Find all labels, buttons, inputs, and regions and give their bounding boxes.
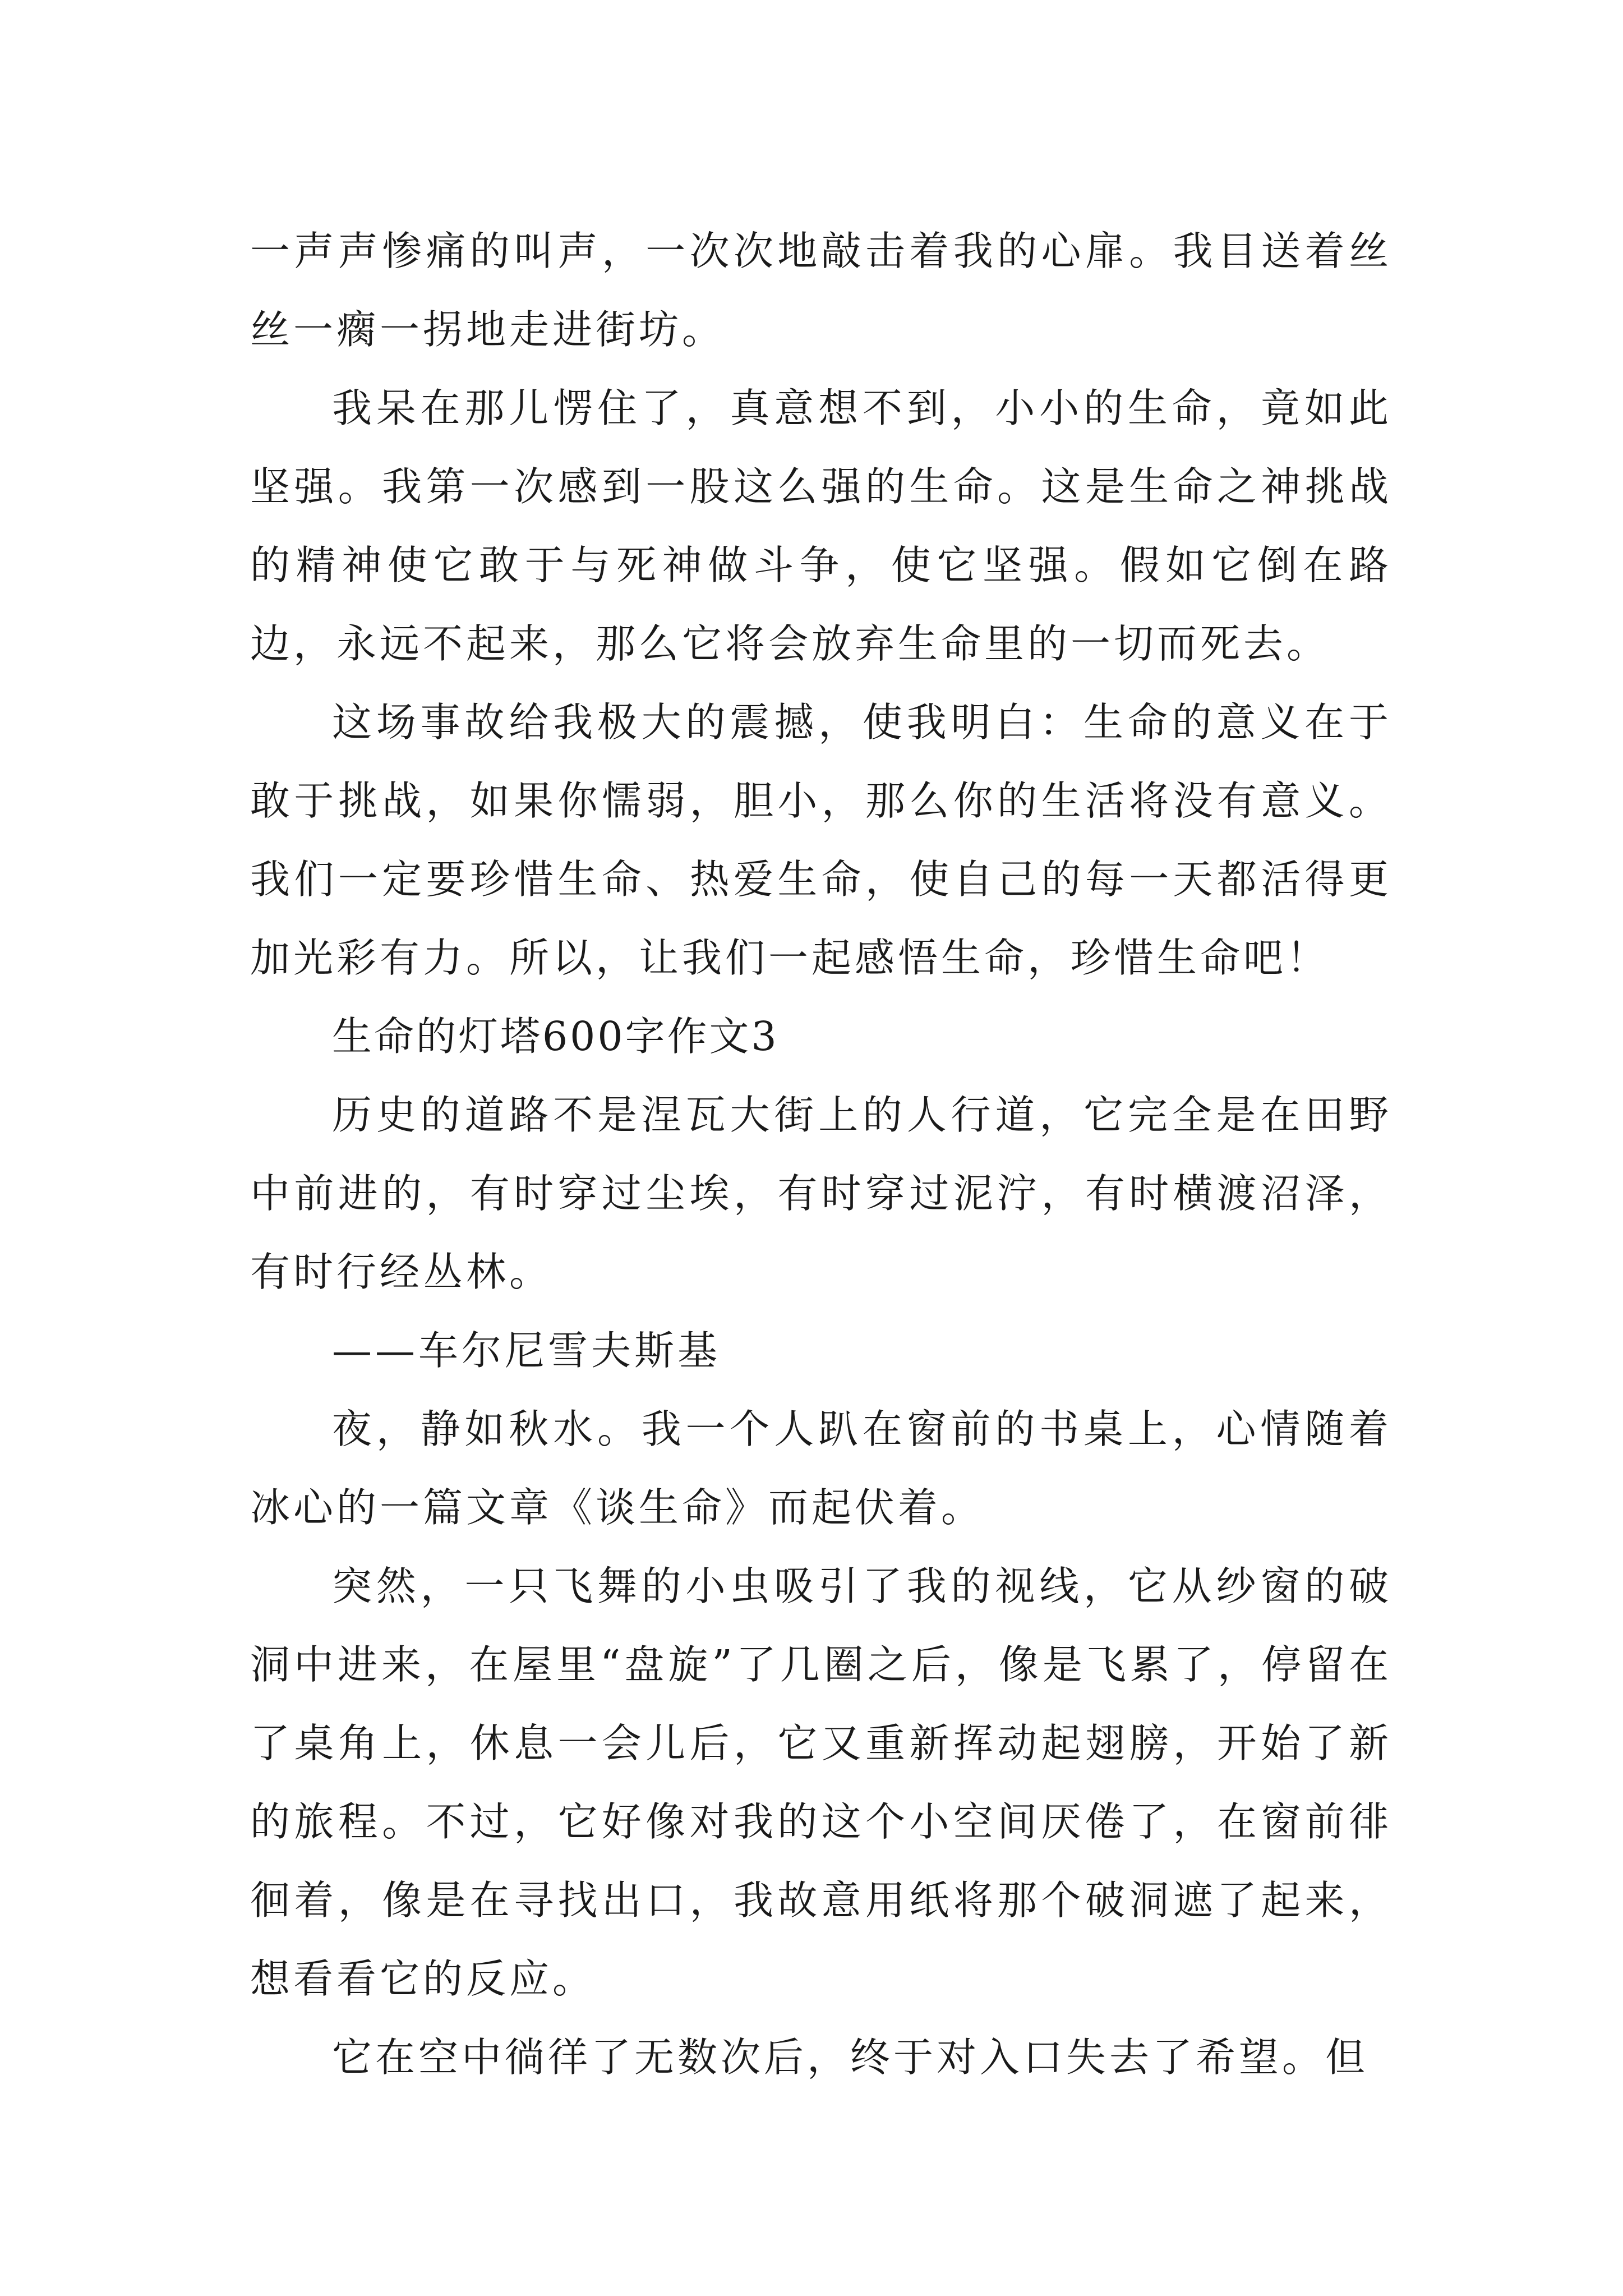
body-text	[250, 212, 1392, 2097]
section-heading: 生命的灯塔600字作文3	[332, 1013, 779, 1060]
paragraph: 我呆在那儿愣住了，真意想不到，小小的生命，竟如此坚强。我第一次感到一股这么强的生命。这是生命之神挑战的精神使它敢于与死神做斗争，使它坚强。假如它倒在路边，永远不起来，那么它将会放弃生命里的一切而死去。	[250, 385, 1392, 667]
paragraph: 这场事故给我极大的震撼，使我明白：生命的意义在于敢于挑战，如果你懦弱，胆小，那么你的生活将没有意义。我们一定要珍惜生命、热爱生命，使自己的每一天都活得更加光彩有力。所以，让我们一起感悟生命，珍惜生命吧！	[250, 699, 1392, 981]
epigraph-attribution: ——车尔尼雪夫斯基	[332, 1327, 721, 1374]
paragraph: 突然，一只飞舞的小虫吸引了我的视线，它从纱窗的破洞中进来，在屋里“盘旋”了几圈之后，像是飞累了，停留在了桌角上，休息一会儿后，它又重新挥动起翅膀，开始了新的旅程。不过，它好像对我的这个小空间厌倦了，在窗前徘徊着，像是在寻找出口，我故意用纸将那个破洞遮了起来，想看看它的反应。	[250, 1563, 1392, 2002]
paragraph: 夜，静如秋水。我一个人趴在窗前的书桌上，心情随着冰心的一篇文章《谈生命》而起伏着。	[250, 1406, 1392, 1531]
paragraph: 它在空中徜徉了无数次后，终于对入口失去了希望。但	[332, 2034, 1369, 2081]
epigraph-quote: 历史的道路不是涅瓦大街上的人行道，它完全是在田野中前进的，有时穿过尘埃，有时穿过泥泞，有时横渡沼泽，有时行经丛林。	[250, 1092, 1392, 1295]
paragraph: 一声声惨痛的叫声，一次次地敲击着我的心扉。我目送着丝丝一瘸一拐地走进街坊。	[250, 228, 1392, 353]
